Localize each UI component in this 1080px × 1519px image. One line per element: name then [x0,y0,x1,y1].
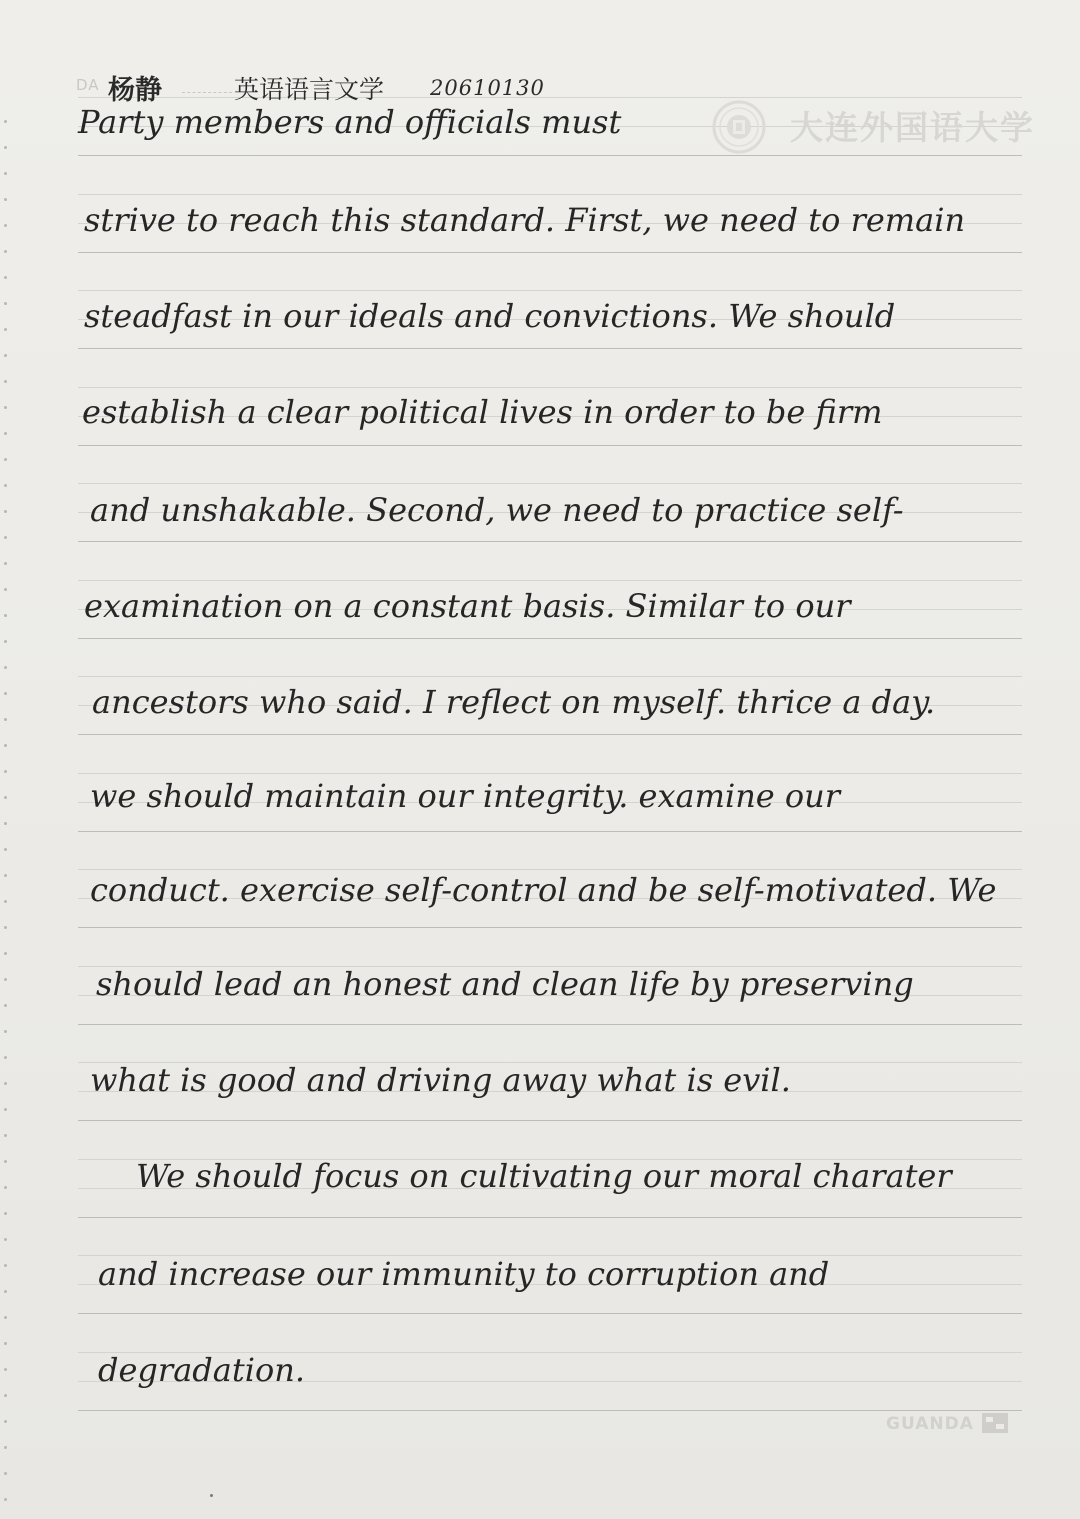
binding-hole [4,1030,7,1033]
binding-hole [4,900,7,903]
text-line: steadfast in our ideals and convictions. We should [84,297,896,335]
binding-hole [4,744,7,747]
binding-hole [4,198,7,201]
ink-dot [210,1494,213,1497]
ruled-line [78,831,1022,832]
binding-hole [4,146,7,149]
ruled-line [78,927,1022,928]
ruled-line [78,1217,1022,1218]
ruled-line [78,348,1022,349]
ruled-line [78,1024,1022,1025]
date-label: DA [76,76,100,94]
binding-hole [4,718,7,721]
ruled-line [78,1120,1022,1121]
binding-hole [4,1264,7,1267]
binding-hole [4,1420,7,1423]
binding-hole [4,328,7,331]
binding-hole [4,120,7,123]
binding-hole [4,1472,7,1475]
binding-hole [4,1134,7,1137]
binding-hole [4,380,7,383]
text-line: and increase our immunity to corruption and [98,1255,830,1293]
binding-hole [4,874,7,877]
notebook-brand: GUANDA [886,1414,974,1434]
binding-hole [4,1368,7,1371]
student-id: 20610130 [430,76,545,100]
binding-hole [4,1108,7,1111]
ruled-line [78,773,1022,774]
binding-hole [4,588,7,591]
text-line: and unshakable. Second, we need to practice self- [90,491,904,529]
ruled-line [78,734,1022,735]
binding-hole [4,510,7,513]
binding-hole [4,1160,7,1163]
binding-hole [4,796,7,799]
binding-hole [4,250,7,253]
binding-hole [4,1394,7,1397]
binding-hole [4,1316,7,1319]
student-name: 杨静 [108,75,162,106]
binding-hole [4,1082,7,1085]
ruled-line [78,1313,1022,1314]
ruled-line [78,483,1022,484]
binding-hole [4,406,7,409]
binding-hole [4,224,7,227]
ruled-line [78,155,1022,156]
binding-hole [4,302,7,305]
text-line: We should focus on cultivating our moral charater [136,1157,952,1195]
text-line: strive to reach this standard. First, we need to remain [84,201,966,239]
text-line: conduct. exercise self-control and be self-motivated. We [90,871,997,909]
text-line: Party members and officials must [78,103,622,141]
ruled-line [78,97,1022,98]
text-line: ancestors who said. I reflect on myself. thrice a day. [92,683,936,721]
binding-hole [4,484,7,487]
text-line: what is good and driving away what is evil. [90,1061,791,1099]
binding-hole [4,458,7,461]
binding-hole [4,1446,7,1449]
binding-hole [4,640,7,643]
binding-hole [4,666,7,669]
ruled-line [78,541,1022,542]
binding-hole [4,1004,7,1007]
binding-hole [4,770,7,773]
text-line: we should maintain our integrity. examine our [90,777,841,815]
binding-hole [4,822,7,825]
binding-hole [4,354,7,357]
ruled-line [78,580,1022,581]
binding-hole [4,1238,7,1241]
binding-hole [4,848,7,851]
binding-hole [4,1498,7,1501]
text-line: examination on a constant basis. Similar to our [84,587,851,625]
binding-hole [4,536,7,539]
ruled-line [78,194,1022,195]
binding-hole [4,614,7,617]
binding-hole [4,1342,7,1345]
binding-hole [4,1290,7,1293]
ruled-line [78,638,1022,639]
binding-hole [4,692,7,695]
binding-hole [4,978,7,981]
binding-hole [4,1056,7,1059]
binding-hole [4,952,7,955]
brand-mark-icon [982,1413,1008,1433]
binding-hole [4,1186,7,1189]
binding-hole [4,432,7,435]
binding-hole [4,172,7,175]
ruled-line [78,1410,1022,1411]
university-name: 大连外国语大学 [790,108,1035,147]
date-dashes [182,92,232,93]
text-line: degradation. [98,1351,305,1389]
binding-hole [4,926,7,929]
binding-hole [4,1212,7,1215]
binding-hole [4,562,7,565]
ruled-line [78,676,1022,677]
ruled-line [78,445,1022,446]
ruled-line [78,290,1022,291]
ruled-line [78,252,1022,253]
ruled-line [78,387,1022,388]
binding-hole [4,276,7,279]
text-line: establish a clear political lives in order to be firm [82,393,883,431]
student-major: 英语语言文学 [234,75,385,104]
text-line: should lead an honest and clean life by preserving [96,965,914,1003]
